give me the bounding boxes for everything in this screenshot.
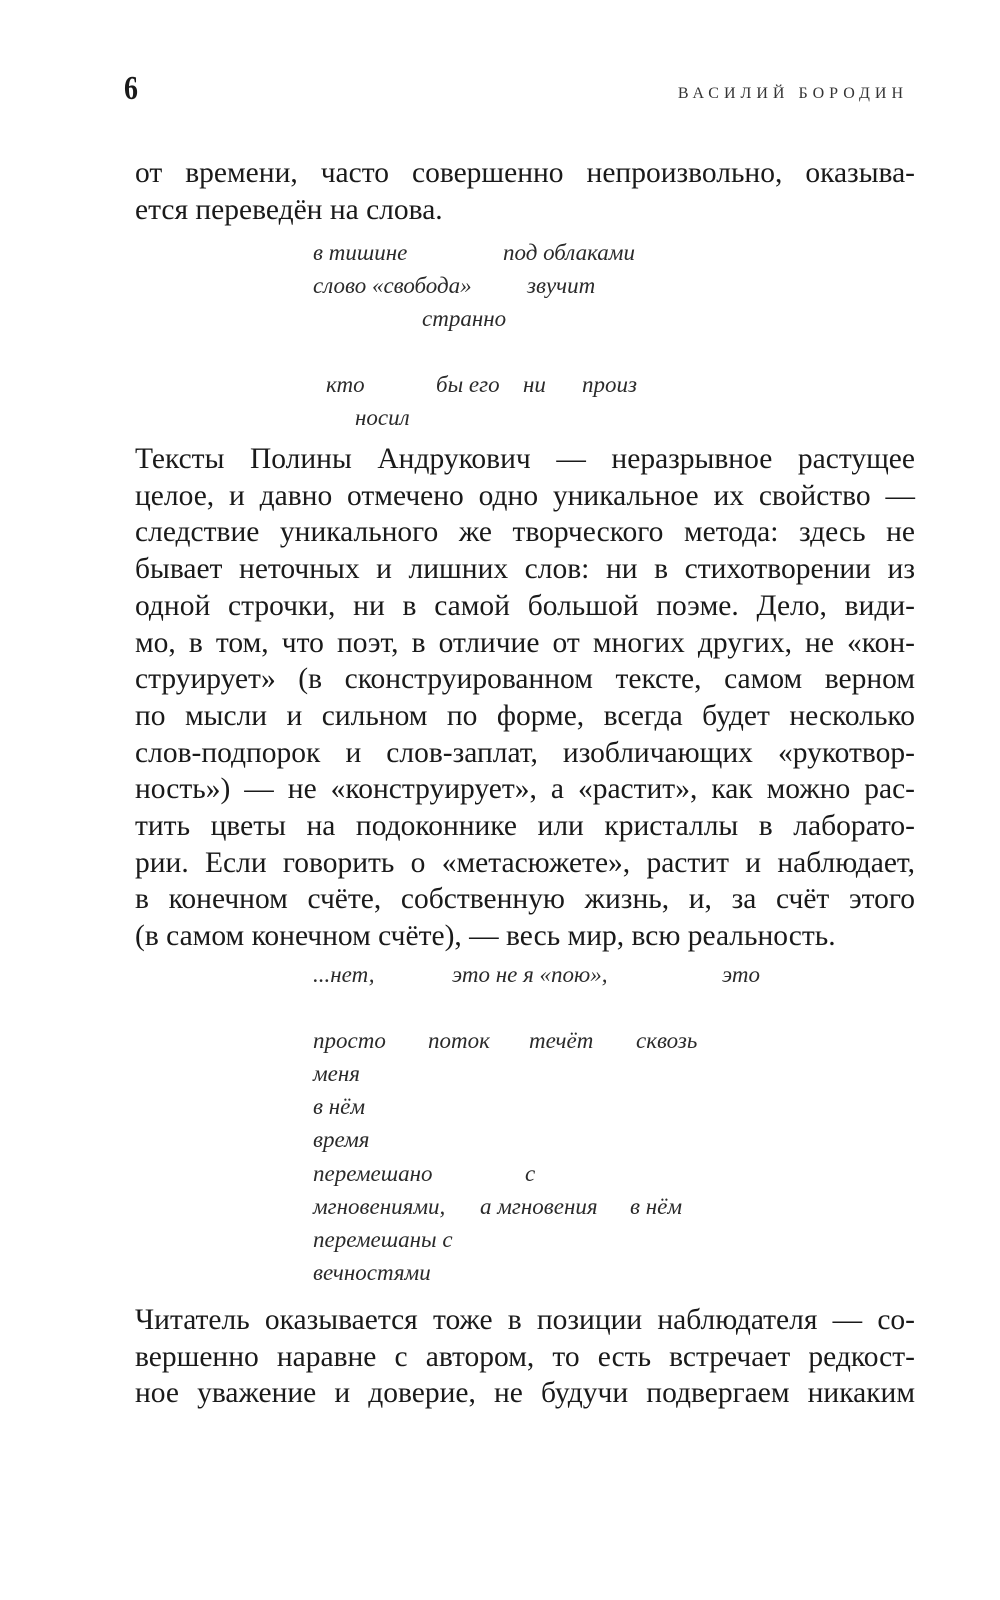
- poem-word: меня: [313, 1061, 360, 1086]
- paragraph-line: ется переведён на слова.: [135, 193, 443, 226]
- paragraph-line: целое, и давно отмечено одно уникальное их свойство —: [135, 479, 915, 512]
- poem-word: слово «свобода»: [313, 273, 472, 298]
- paragraph-line: (в самом конечном счёте), — весь мир, всю реальность.: [135, 920, 836, 953]
- paragraph-line: бывает неточных и лишних слов: ни в стихотворении из: [135, 553, 915, 586]
- poem-word: течёт: [529, 1028, 594, 1053]
- poem-word: а мгновения: [480, 1194, 598, 1219]
- paragraph-line: по мысли и сильном по форме, всегда будет несколько: [135, 699, 915, 732]
- paragraph-line: рии. Если говорить о «метасюжете», растит и наблюдает,: [135, 846, 915, 879]
- poem-word: вечностями: [313, 1260, 431, 1285]
- poem-word: время: [313, 1127, 370, 1152]
- paragraph-line: вершенно наравне с автором, то есть встречает редкост-: [135, 1340, 915, 1373]
- poem-word: звучит: [527, 273, 596, 298]
- poem-word: странно: [422, 306, 507, 331]
- paragraph-line: ность») — не «конструирует», а «растит», как можно рас-: [135, 773, 915, 806]
- paragraph-line: слов-подпорок и слов-заплат, изобличающих «рукотвор-: [135, 736, 915, 769]
- poem-word: перемешаны с: [313, 1227, 453, 1252]
- paragraph-line: тить цветы на подоконнике или кристаллы в лаборато-: [135, 810, 915, 843]
- poem-word: это: [722, 962, 760, 987]
- page-number: 6: [124, 70, 138, 107]
- paragraph-line: мо, в том, что поэт, в отличие от многих других, не «кон-: [135, 626, 915, 659]
- paragraph-line: от времени, часто совершенно непроизвольно, оказыва-: [135, 157, 915, 189]
- poem-word: в тишине: [313, 240, 408, 265]
- poem-word: носил: [355, 405, 410, 430]
- paragraph-line: одной строчки, ни в самой большой поэме. Дело, види-: [135, 589, 915, 622]
- poem-word: с: [525, 1161, 536, 1186]
- paragraph-line: струирует» (в сконструированном тексте, самом верном: [135, 663, 915, 696]
- running-head: ВАСИЛИЙ БОРОДИН: [677, 85, 908, 102]
- poem-word: перемешано: [313, 1161, 433, 1186]
- poem-word: в нём: [630, 1194, 683, 1219]
- paragraph-line: следствие уникального же творческого метода: здесь не: [135, 516, 915, 549]
- poem-word: ни: [523, 372, 546, 397]
- paragraph-line: Тексты Полины Андрукович — неразрывное растущее: [135, 443, 915, 475]
- poem-word: произ: [582, 372, 637, 397]
- paragraph-line: ное уважение и доверие, не будучи подвергаем никаким: [135, 1377, 915, 1410]
- poem-word: просто: [313, 1028, 386, 1053]
- poem-word: в нём: [313, 1094, 366, 1119]
- poem-word: под облаками: [503, 240, 635, 265]
- paragraph-line: Читатель оказывается тоже в позиции наблюдателя — со-: [135, 1304, 915, 1336]
- poem-word: ...нет,: [313, 962, 375, 987]
- poem-word: поток: [428, 1028, 490, 1053]
- poem-word: бы его: [436, 372, 500, 397]
- paragraph-3: [135, 1302, 915, 1412]
- paragraph-line: в конечном счёте, собственную жизнь, и, за счёт этого: [135, 883, 915, 916]
- poem-word: мгновениями,: [313, 1194, 446, 1219]
- poem-word: кто: [326, 372, 365, 397]
- poem-word: это не я «пою»,: [452, 962, 608, 987]
- poem-word: сквозь: [636, 1028, 698, 1053]
